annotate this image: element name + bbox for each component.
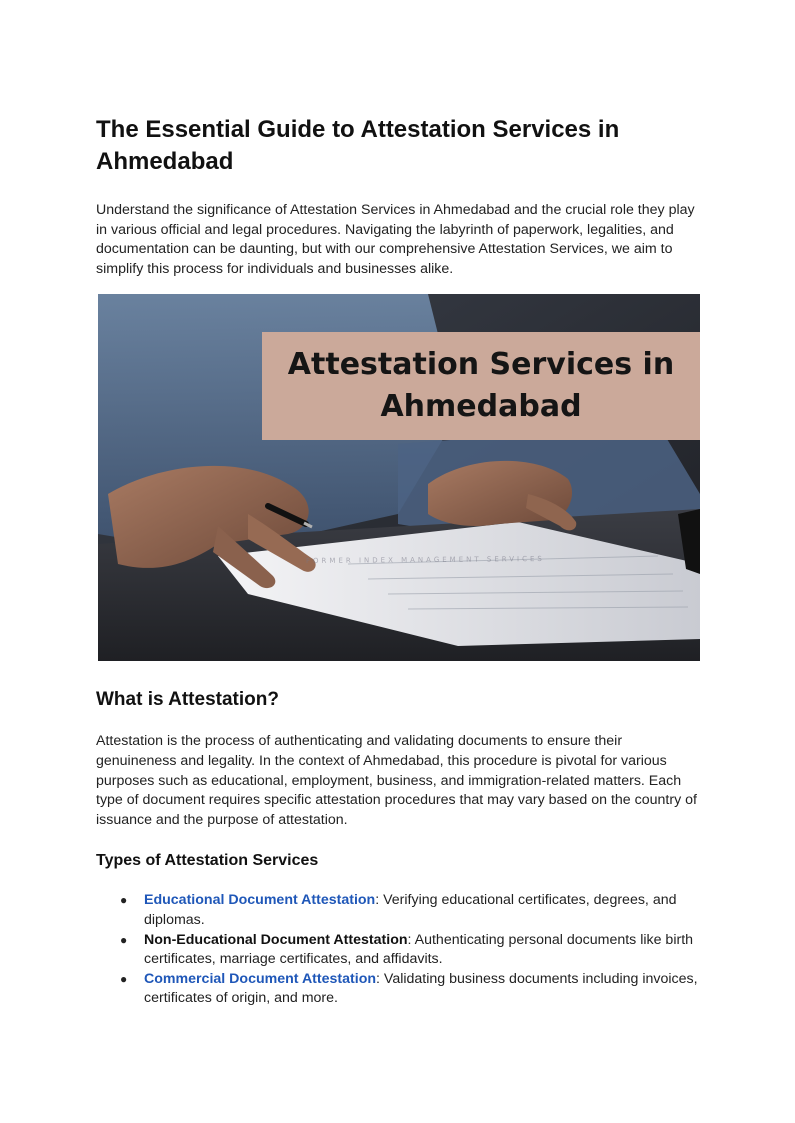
list-item: [120, 970, 701, 1009]
hero-title-box: [262, 332, 700, 440]
document-title: The Essential Guide to Attestation Services in Ahmedabad: [96, 116, 620, 175]
section-heading-types: Types of Attestation Services: [96, 852, 319, 870]
intro-paragraph: Understand the significance of Attestation Services in Ahmedabad and the crucial role they play in various official and legal procedures. Navigating the labyrinth of paperwork, legalities, and documentation can be daunting, but with our comprehensive Attestation Services, we aim to simplify this process for individuals and businesses alike.: [96, 202, 695, 277]
list-item-description: : Validating business documents including invoices, certificates of origin, and more.: [144, 970, 698, 1007]
bullet-icon: ●: [120, 932, 128, 947]
bullet-icon: ●: [120, 971, 128, 986]
list-item-term: Non-Educational Document Attestation: [144, 931, 408, 948]
hero-image: [98, 294, 700, 661]
commercial-attestation-link[interactable]: Commercial Document Attestation: [144, 970, 377, 987]
list-item: [120, 891, 701, 930]
hero-watermark: FORMER INDEX MANAGEMENT SERVICES: [305, 555, 545, 566]
attestation-types-list: [96, 891, 701, 1009]
what-is-attestation-paragraph: Attestation is the process of authenticating and validating documents to ensure their genuineness and legality. In the context of Ahmedabad, this procedure is pivotal for various purposes such as educational, employment, business, and immigration-related matters. Each type of document requires specific attestation procedures that may vary based on the country of issuance and the purpose of attestation.: [96, 733, 697, 828]
section-heading-what-is-attestation: What is Attestation?: [96, 689, 279, 711]
list-item-description: : Authenticating personal documents like birth certificates, marriage certificates, and affidavits.: [144, 931, 694, 968]
list-item-description: : Verifying educational certificates, degrees, and diplomas.: [144, 892, 677, 928]
document-content: [96, 114, 701, 1009]
educational-attestation-link[interactable]: Educational Document Attestation: [144, 892, 376, 909]
bullet-icon: ●: [120, 893, 128, 908]
list-item: [120, 931, 701, 970]
hero-title: Attestation Services in Ahmedabad: [287, 347, 675, 425]
